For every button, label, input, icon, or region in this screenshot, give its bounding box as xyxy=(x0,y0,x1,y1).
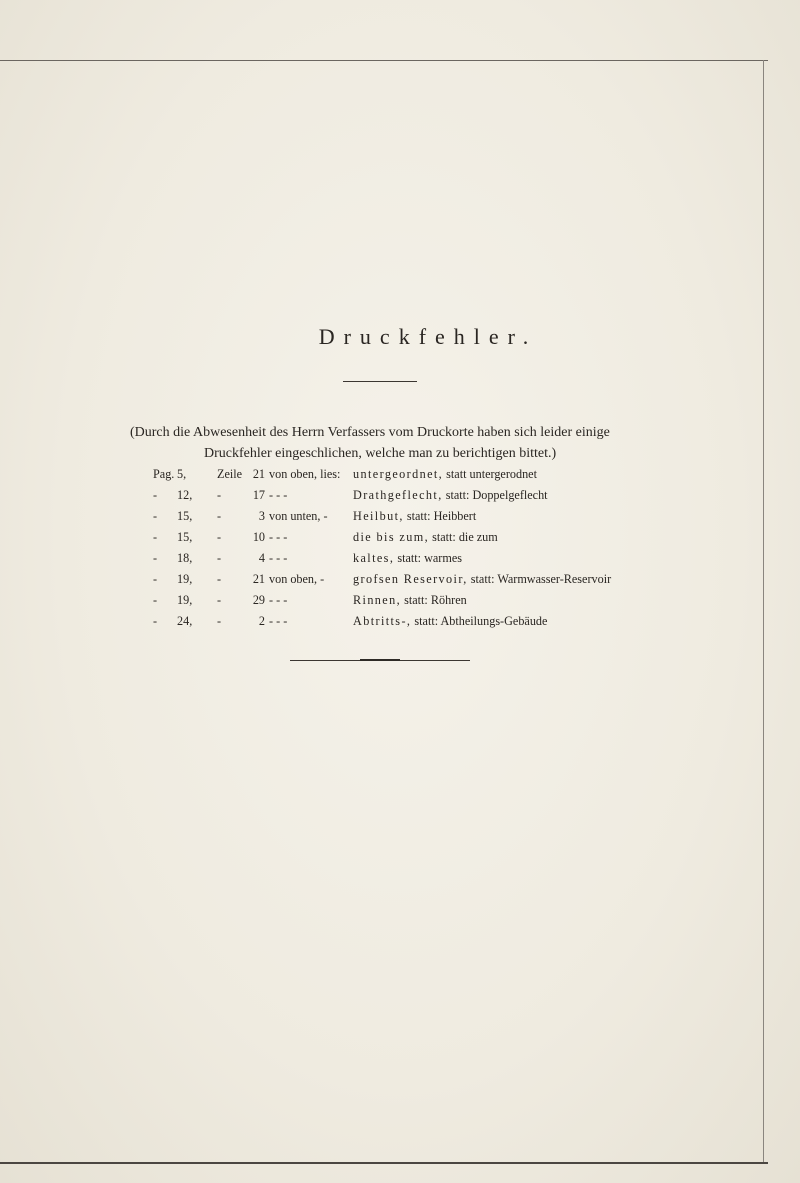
statt-text: statt: Heibbert xyxy=(406,509,477,523)
line-number: 10 xyxy=(252,530,265,544)
page-number: 15, xyxy=(177,530,193,544)
title-divider xyxy=(343,381,417,382)
correction-entry xyxy=(353,506,653,527)
intro-paragraph xyxy=(130,422,630,464)
position-text: - - - xyxy=(269,614,288,628)
statt-text: statt: warmes xyxy=(397,551,462,565)
pag-label: - xyxy=(153,488,158,502)
correction-text: grofsen Reservoir, xyxy=(353,572,468,586)
position-text: - - - xyxy=(269,593,288,607)
position-text: - - - xyxy=(269,551,288,565)
statt-text: statt: Röhren xyxy=(404,593,467,607)
line-number: 29 xyxy=(252,593,265,607)
errata-row xyxy=(153,569,653,590)
pag-label: - xyxy=(153,614,158,628)
pag-label: - xyxy=(153,509,158,523)
position-text: - - - xyxy=(269,488,288,502)
errata-row xyxy=(153,506,653,527)
zeile-label: - xyxy=(217,551,222,565)
correction-entry xyxy=(353,611,653,632)
line-number: 21 xyxy=(252,572,265,586)
correction-entry xyxy=(353,569,653,590)
correction-entry xyxy=(353,590,653,611)
pag-label: - xyxy=(153,593,158,607)
zeile-label: - xyxy=(217,614,222,628)
page-number: 18, xyxy=(177,551,193,565)
correction-text: Drathgeflecht, xyxy=(353,488,443,502)
line-number: 3 xyxy=(258,509,265,523)
page-border-right xyxy=(763,60,764,1162)
closing-divider xyxy=(290,660,470,661)
line-number: 17 xyxy=(252,488,265,502)
correction-text: Heilbut, xyxy=(353,509,404,523)
errata-row xyxy=(153,590,653,611)
zeile-label: - xyxy=(217,530,222,544)
line-number: 21 xyxy=(252,467,265,481)
statt-text: statt: die zum xyxy=(432,530,498,544)
position-text: - - - xyxy=(269,530,288,544)
intro-line-1: (Durch die Abwesenheit des Herrn Verfassers vom Druckorte haben sich leider einige xyxy=(130,425,610,440)
statt-text: statt: Abtheilungs-Gebäude xyxy=(414,614,548,628)
zeile-label: - xyxy=(217,572,222,586)
correction-entry xyxy=(353,548,653,569)
zeile-label: Zeile xyxy=(217,467,243,481)
page-number: 19, xyxy=(177,572,193,586)
pag-label: - xyxy=(153,551,158,565)
statt-text: statt: Warmwasser-Reservoir xyxy=(470,572,612,586)
position-text: von unten, - xyxy=(269,509,328,523)
page-number: 19, xyxy=(177,593,193,607)
page-number: 12, xyxy=(177,488,193,502)
page-number: 15, xyxy=(177,509,193,523)
correction-entry xyxy=(353,485,653,506)
errata-row xyxy=(153,611,653,632)
position-text: von oben, - xyxy=(269,572,325,586)
statt-text: statt: Doppelgeflecht xyxy=(445,488,548,502)
statt-text: statt untergerodnet xyxy=(446,467,537,481)
position-text: von oben, lies: xyxy=(269,467,341,481)
line-number: 4 xyxy=(258,551,265,565)
zeile-label: - xyxy=(217,509,222,523)
pag-label: - xyxy=(153,572,158,586)
correction-text: Abtritts-, xyxy=(353,614,412,628)
pag-label: - xyxy=(153,530,158,544)
errata-row xyxy=(153,485,653,506)
page-border-top xyxy=(0,60,768,61)
zeile-label: - xyxy=(217,593,222,607)
correction-text: kaltes, xyxy=(353,551,395,565)
page-title: Druckfehler. xyxy=(318,324,538,349)
intro-line-2: Druckfehler eingeschlichen, welche man zu berichtigen bittet.) xyxy=(204,446,557,461)
correction-text: untergeordnet, xyxy=(353,467,444,481)
pag-label: Pag. xyxy=(153,467,175,481)
page-border-bottom xyxy=(0,1162,768,1164)
correction-text: die bis zum, xyxy=(353,530,430,544)
errata-list xyxy=(153,464,653,632)
page-number: 5, xyxy=(177,467,187,481)
line-number: 2 xyxy=(258,614,265,628)
correction-entry xyxy=(353,527,653,548)
correction-text: Rinnen, xyxy=(353,593,402,607)
errata-row xyxy=(153,527,653,548)
zeile-label: - xyxy=(217,488,222,502)
correction-entry xyxy=(353,464,653,485)
errata-row xyxy=(153,548,653,569)
errata-row xyxy=(153,464,653,485)
page-number: 24, xyxy=(177,614,193,628)
